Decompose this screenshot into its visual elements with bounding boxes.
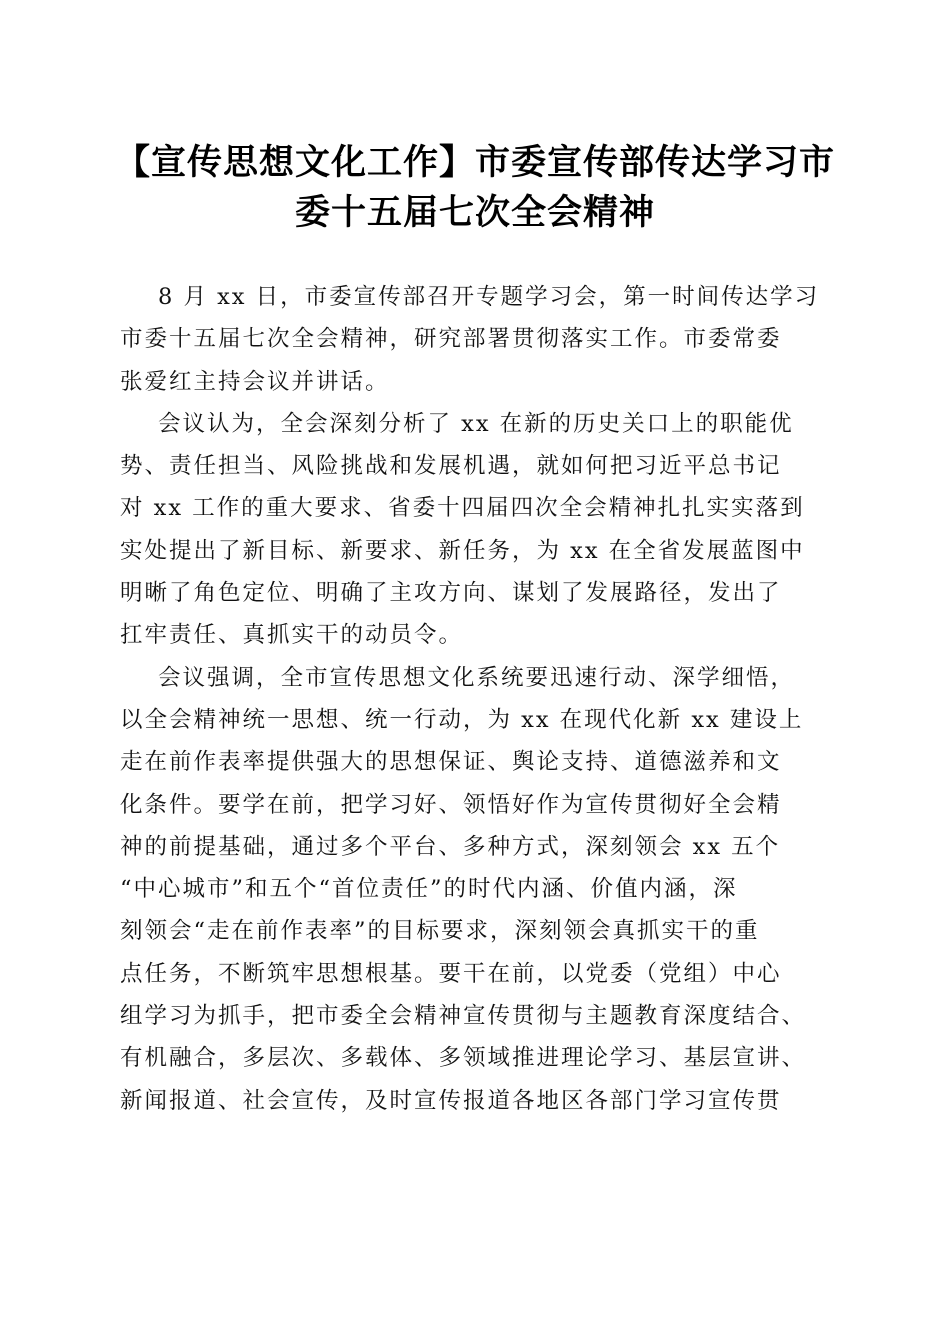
paragraph-2 (120, 403, 836, 657)
paragraph-line: 化条件。要学在前，把学习好、领悟好作为宣传贯彻好全会精 (120, 791, 782, 818)
paragraph-line: 刻领会“走在前作表率”的目标要求，深刻领会真抓实干的重 (120, 918, 760, 945)
paragraph-line: 明晰了角色定位、明确了主攻方向、谋划了发展路径，发出了 (120, 580, 782, 607)
paragraph-line: 组学习为抓手，把市委全会精神宣传贯彻与主题教育深度结合、 (120, 1003, 807, 1030)
paragraph-line: 以全会精神统一思想、统一行动，为 xx 在现代化新 xx 建设上 (120, 706, 804, 733)
paragraph-line: 8 月 xx 日，市委宣传部召开专题学习会，第一时间传达学习 (158, 284, 820, 310)
paragraph-line: 对 xx 工作的重大要求、省委十四届四次全会精神扎扎实实落到 (120, 495, 805, 522)
paragraph-line: 点任务，不断筑牢思想根基。要干在前，以党委（党组）中心 (120, 960, 782, 987)
document-body (120, 276, 836, 1122)
paragraph-line: 有机融合，多层次、多载体、多领域推进理论学习、基层宣讲、 (120, 1045, 807, 1072)
paragraph-line: 新闻报道、社会宣传，及时宣传报道各地区各部门学习宣传贯 (120, 1087, 782, 1114)
paragraph-line: 扛牢责任、真抓实干的动员令。 (120, 622, 464, 649)
paragraph-line: 实处提出了新目标、新要求、新任务，为 xx 在全省发展蓝图中 (120, 537, 805, 564)
title-line-2: 委十五届七次全会精神 (294, 192, 655, 233)
paragraph-line: 会议强调，全市宣传思想文化系统要迅速行动、深学细悟， (158, 664, 796, 691)
paragraph-line: “中心城市”和五个“首位责任”的时代内涵、价值内涵，深 (120, 876, 738, 903)
paragraph-line: 走在前作表率提供强大的思想保证、舆论支持、道德滋养和文 (120, 749, 782, 776)
document-title (110, 138, 840, 238)
paragraph-1 (120, 276, 836, 403)
paragraph-line: 神的前提基础，通过多个平台、多种方式，深刻领会 xx 五个 (120, 833, 781, 860)
paragraph-line: 市委十五届七次全会精神，研究部署贯彻落实工作。市委常委 (120, 326, 782, 353)
paragraph-line: 势、责任担当、风险挑战和发展机遇，就如何把习近平总书记 (120, 453, 782, 480)
title-line-1: 【宣传思想文化工作】市委宣传部传达学习市 (114, 142, 835, 183)
paragraph-3 (120, 657, 836, 1122)
paragraph-line: 张爱红主持会议并讲话。 (120, 368, 390, 395)
paragraph-line: 会议认为，全会深刻分析了 xx 在新的历史关口上的职能优 (158, 410, 794, 437)
